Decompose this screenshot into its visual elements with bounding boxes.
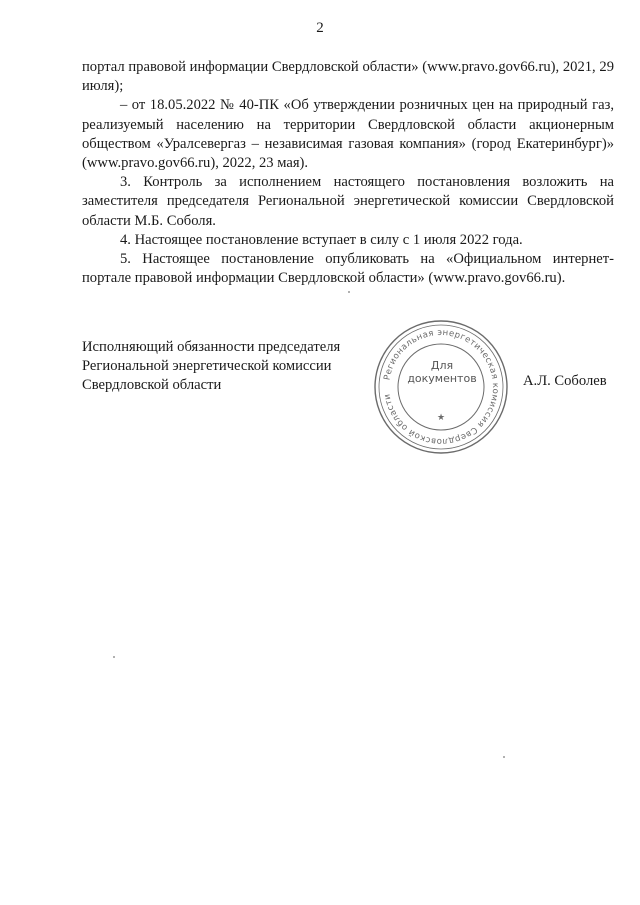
scan-speck [113, 656, 115, 658]
signatory-name: А.Л. Соболев [523, 373, 607, 389]
seal-ring-text: Региональная энергетическая комиссия Свердловской области [382, 327, 501, 447]
signatory-title [82, 338, 372, 396]
seal-center-line: документов [407, 372, 477, 385]
signatory-title-line: Региональной энергетической комиссии [82, 358, 332, 375]
paragraph-price-resolution: – от 18.05.2022 № 40-ПК «Об утверждении розничных цен на природный газ, реализуемый населению на территории Свердловской области акционерным обществом «Уралсевергаз – независимая газовая компания» (город Екатеринбург)» (www.pravo.gov66.ru), 2022, 23 мая). [82, 97, 614, 172]
svg-text:★: ★ [436, 413, 446, 423]
seal-center-line: Для [430, 359, 454, 372]
page-number: 2 [316, 20, 324, 36]
official-seal [372, 318, 510, 456]
paragraph-continuation: портал правовой информации Свердловской области» (www.pravo.gov66.ru), 2021, 29 июля); [82, 59, 614, 95]
document-body [82, 58, 614, 288]
scan-speck [503, 756, 505, 758]
paragraph-control: 3. Контроль за исполнением настоящего постановления возложить на заместителя председателя Региональной энергетической комиссии Свердловской области М.Б. Соболя. [82, 174, 614, 229]
paragraph-publication: 5. Настоящее постановление опубликовать на «Официальном интернет-портале правовой информации Свердловской области» (www.pravo.gov66.ru). [82, 251, 614, 287]
paragraph-effective-date: 4. Настоящее постановление вступает в силу с 1 июля 2022 года. [120, 231, 523, 248]
svg-text:Региональная энергетическая ко [382, 328, 500, 446]
signatory-title-line: Свердловской области [82, 377, 222, 394]
signatory-title-line: Исполняющий обязанности председателя [82, 339, 341, 355]
scan-speck [348, 291, 350, 293]
